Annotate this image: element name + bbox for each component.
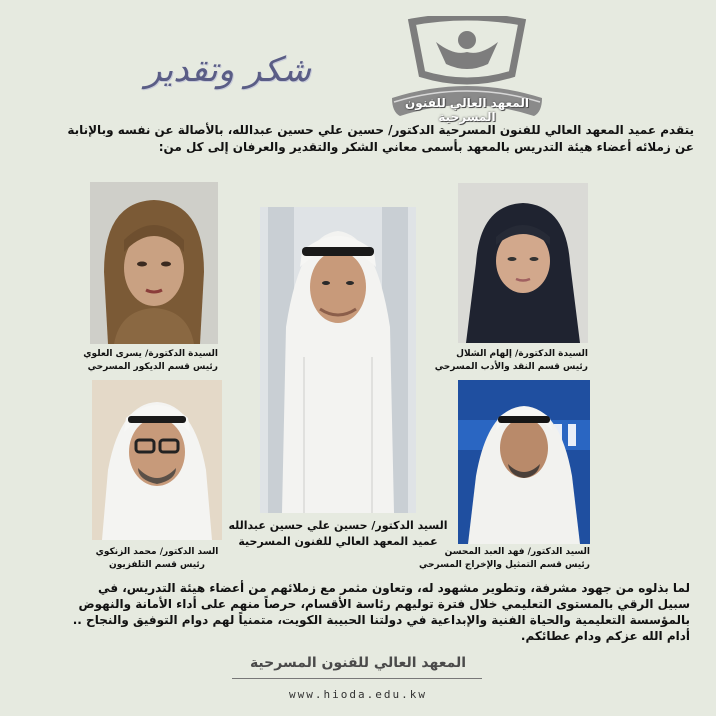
intro-line-1: يتقدم عميد المعهد العالي للفنون المسرحية الدكتور/ حسين علي حسين عبدالله، بالأصالة عن نفسه وبالإنابة — [67, 123, 694, 137]
person-role: رئيس قسم الديكور المسرحي — [87, 362, 218, 372]
photo-fahad-alabdulmohsen — [458, 380, 590, 544]
person-role: عميد المعهد العالي للفنون المسرحية — [238, 535, 438, 548]
caption-mohammad-alzankawi — [92, 546, 222, 572]
caption-yousra-alalawi — [83, 348, 218, 374]
logo-text: المعهد العالي للفنون المسرحية — [405, 96, 529, 124]
photo-dean-hussein-abdullah — [260, 207, 416, 513]
photo-mohammad-alzankawi — [92, 380, 222, 540]
footer-institute-name: المعهد العالي للفنون المسرحية — [249, 655, 467, 671]
footer-divider — [232, 678, 482, 679]
photo-yousra-alalawi — [90, 182, 218, 344]
person-role: رئيس قسم التمثيل والإخراج المسرحي — [418, 560, 590, 570]
body-text — [40, 580, 690, 644]
caption-fahad-alabdulmohsen — [418, 546, 590, 572]
person-role: رئيس قسم النقد والأدب المسرحي — [434, 362, 588, 372]
body-line-4: أدام الله عزكم ودام عطائكم. — [520, 629, 690, 643]
body-line-1: لما بذلوه من جهود مشرفة، وتطوير مشهود له، وتعاون مثمر مع زملائهم من أعضاء هيئة التدريس، في — [98, 581, 690, 595]
person-name: السد الدكتور/ محمد الزنكوي — [95, 547, 219, 557]
page-title: شكر وتقدير — [145, 50, 311, 90]
person-name: السيد الدكتور/ حسين علي حسين عبدالله — [228, 519, 448, 532]
person-name: السيد الدكتور/ فهد العبد المحسن — [444, 547, 590, 557]
person-role: رئيس قسم التلفزيون — [109, 560, 205, 570]
person-name: السيدة الدكتورة/ يسرى العلوي — [83, 349, 218, 359]
intro-text — [58, 122, 694, 156]
person-name: السيدة الدكتورة/ إلهام الشلال — [456, 349, 588, 359]
photo-elham-alshallal — [458, 183, 588, 343]
body-line-2: سبيل الرقي بالمستوى التعليمي خلال فترة توليهم رئاسة الأقسام، حرصاً منهم على أداء الأمانة والنهوض — [78, 597, 690, 611]
body-line-3: بالمؤسسة التعليمية والحياة الفنية والإبداعية في دولتنا الحبيبة الكويت، متمنياً لهم دوام التوفيق والنجاح .. — [72, 613, 690, 627]
intro-line-2: عن زملائه أعضاء هيئة التدريس بالمعهد بأسمى معاني الشكر والتقدير والعرفان إلى كل من: — [158, 140, 694, 154]
caption-dean — [222, 518, 454, 550]
footer-website-link[interactable]: www.hioda.edu.kw — [289, 688, 427, 701]
caption-elham-alshallal — [434, 348, 588, 374]
